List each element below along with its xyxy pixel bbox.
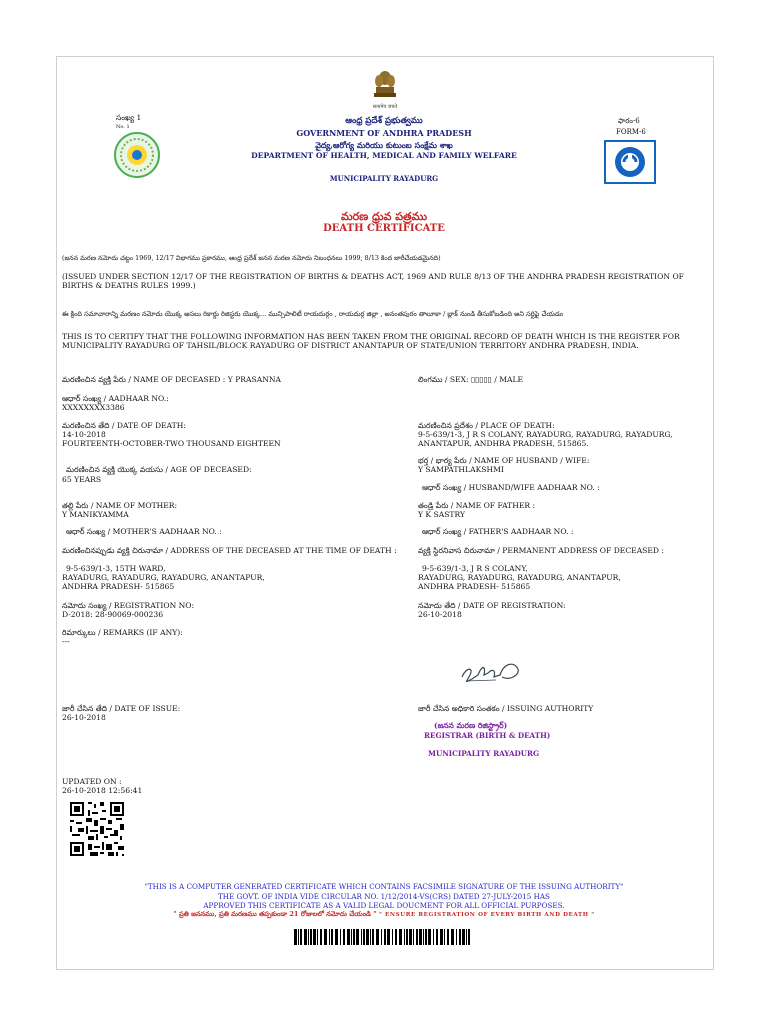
dod-value: 14-10-2018 (62, 430, 106, 439)
certificate-border (56, 56, 714, 970)
title-telugu: మరణ ధ్రువ పత్రము (340, 210, 428, 223)
regdate-label: నమోదు తేది / DATE OF REGISTRATION: (418, 601, 566, 610)
dod-label: మరణించిన తేది / DATE OF DEATH: (62, 421, 186, 430)
updated-value: 26-10-2018 12:56:41 (62, 786, 143, 795)
sex-field: లింగము / SEX: ▯▯▯▯▯ / MALE (418, 375, 524, 384)
remarks-value: --- (62, 637, 70, 646)
title-en: DEATH CERTIFICATE (323, 223, 445, 234)
age-label: మరణించిన వ్యక్తి యొక్క వయసు / AGE OF DECEASED: (66, 465, 252, 474)
emblem-motto: सत्यमेव जयते (372, 104, 398, 110)
father-value: Y K SASTRY (418, 510, 465, 519)
certify-telugu: ఈ క్రింది సమాచారాన్ని మరణం నమోదు యొక్క అసలు రికార్డు రిజిస్టరు యొక్క... మున్సిపాలిటీ రాయదుర్గం , రాయదుర్గ జిల్లా , అనంతపురం తాలూకా / బ్లాక్ నుండి తీసుకోబడింది అని సర్టిఫై చేయడం (62, 310, 564, 318)
mother-label: తల్లి పేరు / NAME OF MOTHER: (62, 501, 178, 510)
dept-en: DEPARTMENT OF HEALTH, MEDICAL AND FAMILY WELFARE (251, 151, 517, 160)
municipality-header: MUNICIPALITY RAYADURG (329, 174, 439, 183)
pod-value-1: 9-5-639/1-3, J R S COLANY, RAYADURG, RAYADURG, RAYADURG, (418, 430, 673, 439)
age-value: 65 YEARS (62, 475, 102, 484)
signature-icon (456, 655, 526, 687)
spouse-label: భర్త / భార్య పేరు / NAME OF HUSBAND / WIFE: (418, 456, 590, 465)
perm-address-value-2: RAYADURG, RAYADURG, RAYADURG, ANANTAPUR, (418, 573, 621, 582)
footer-en-slogan: " ENSURE REGISTRATION OF EVERY BIRTH AND DEATH " (378, 912, 595, 918)
father-label: తండ్రి పేరు / NAME OF FATHER : (418, 501, 536, 510)
govt-telugu: ఆంధ్ర ప్రదేశ్ ప్రభుత్వము (345, 116, 423, 126)
perm-address-label: వ్యక్తి స్థిరనివాస చిరునామా / PERMANENT ADDRESS OF DECEASED : (418, 546, 664, 555)
barcode-icon (294, 929, 474, 945)
registrar-en: REGISTRAR (BIRTH & DEATH) (424, 731, 551, 740)
crs-logo-icon (604, 140, 656, 184)
form-en: FORM-6 (616, 128, 646, 136)
remarks-label: రిమార్కులు / REMARKS (IF ANY): (62, 628, 183, 637)
pod-value-2: ANANTAPUR, ANDHRA PRADESH, 515865. (418, 439, 589, 448)
father-aadhaar-label: ఆధార్ సంఖ్య / FATHER'S AADHAAR NO. : (422, 527, 574, 536)
issued-under-telugu: (జనన మరణ నమోదు చట్టం 1969, 12/17 విభాగము ప్రకారము, ఆంధ్ర ప్రదేశ్ జనన మరణ నమోదు నిబంధనలు 1999, 8/13 కింద జారీచేయడమైనది) (62, 254, 441, 262)
address-value-1: 9-5-639/1-3, 15TH WARD, (66, 564, 166, 573)
footer-line-3: APPROVED THIS CERTIFICATE AS A VALID LEGAL DOUCMENT FOR ALL OFFICIAL PURPOSES. (203, 901, 565, 910)
perm-address-value-1: 9-5-639/1-3, J R S COLANY, (422, 564, 528, 573)
registrar-place: MUNICIPALITY RAYADURG (428, 749, 540, 758)
spouse-value: Y SAMPATHLAKSHMI (418, 465, 504, 474)
spouse-aadhaar-label: ఆధార్ సంఖ్య / HUSBAND/WIFE AADHAAR NO. : (422, 483, 600, 492)
regno-label: నమోదు సంఖ్య / REGISTRATION NO: (62, 601, 195, 610)
address-label: మరణించినప్పుడు వ్యక్తి చిరునామా / ADDRESS OF THE DECEASED AT THE TIME OF DEATH : (62, 546, 397, 555)
registrar-telugu: (జనన మరణ రిజిస్ట్రార్) (434, 721, 508, 730)
mother-aadhaar-label: ఆధార్ సంఖ్య / MOTHER'S AADHAAR NO. : (66, 527, 222, 536)
perm-address-value-3: ANDHRA PRADESH- 515865 (418, 582, 531, 591)
regdate-value: 26-10-2018 (418, 610, 462, 619)
address-value-3: ANDHRA PRADESH- 515865 (62, 582, 175, 591)
pod-label: మరణించిన ప్రదేశం / PLACE OF DEATH: (418, 421, 555, 430)
footer-line-1: "THIS IS A COMPUTER GENERATED CERTIFICATE WHICH CONTAINS FACSIMILE SIGNATURE OF THE ISSUING AUTHORITY" (144, 882, 624, 891)
aadhaar-label: ఆధార్ సంఖ్య / AADHAAR NO.: (62, 394, 169, 403)
qr-code-icon (68, 800, 126, 858)
govt-en: GOVERNMENT OF ANDHRA PRADESH (296, 128, 472, 138)
footer-telugu-slogan: " ప్రతి జననము, ప్రతి మరణము తప్పకుండా 21 రోజులలో నమోదు చేయండి " (173, 910, 377, 918)
dept-telugu: వైద్య,ఆరోగ్య మరియు కుటుంబ సంక్షేమ శాఖ (315, 140, 453, 150)
ap-govt-logo-icon (114, 132, 160, 178)
serial-telugu: సంఖ్య 1 (116, 113, 142, 122)
certify-en: THIS IS TO CERTIFY THAT THE FOLLOWING INFORMATION HAS BEEN TAKEN FROM THE ORIGINAL RECORD OF DEATH WHICH IS THE REGISTER FOR MUNICIPALITY RAYADURG OF TAHSIL/BLOCK RAYADURG OF DISTRICT ANANTAPUR OF STATE/UNION TERRITORY ANDHRA PRADESH, INDIA. (62, 332, 680, 351)
address-value-2: RAYADURG, RAYADURG, RAYADURG, ANANTAPUR, (62, 573, 265, 582)
issuing-authority-label: జారీ చేసిన అధికారి సంతకం / ISSUING AUTHORITY (418, 704, 594, 713)
footer-line-4 (70, 910, 698, 920)
dod-words: FOURTEENTH-OCTOBER-TWO THOUSAND EIGHTEEN (62, 439, 281, 448)
form-telugu: ఫారం-6 (618, 117, 640, 125)
aadhaar-value: XXXXXXXX3386 (62, 403, 125, 412)
regno-value: D-2018: 28-90069-000236 (62, 610, 164, 619)
issued-under-en: (ISSUED UNDER SECTION 12/17 OF THE REGISTRATION OF BIRTHS & DEATHS ACT, 1969 AND RULE 8/13 OF THE ANDHRA PRADESH REGISTRATION OF BIRTHS & DEATHS RULES 1999.) (62, 272, 684, 291)
serial-en: No. 1 (116, 124, 130, 130)
national-emblem-icon (370, 70, 400, 104)
deceased-name: మరణించిన వ్యక్తి పేరు / NAME OF DECEASED : Y PRASANNA (62, 375, 281, 384)
issue-date-label: జారీ చేసిన తేది / DATE OF ISSUE: (62, 704, 181, 713)
updated-label: UPDATED ON : (62, 777, 122, 786)
issue-date-value: 26-10-2018 (62, 713, 106, 722)
footer-line-2: THE GOVT. OF INDIA VIDE CIRCULAR NO. 1/12/2014-VS(CRS) DATED 27-JULY-2015 HAS (217, 892, 550, 901)
mother-value: Y MANIKYAMMA (62, 510, 129, 519)
